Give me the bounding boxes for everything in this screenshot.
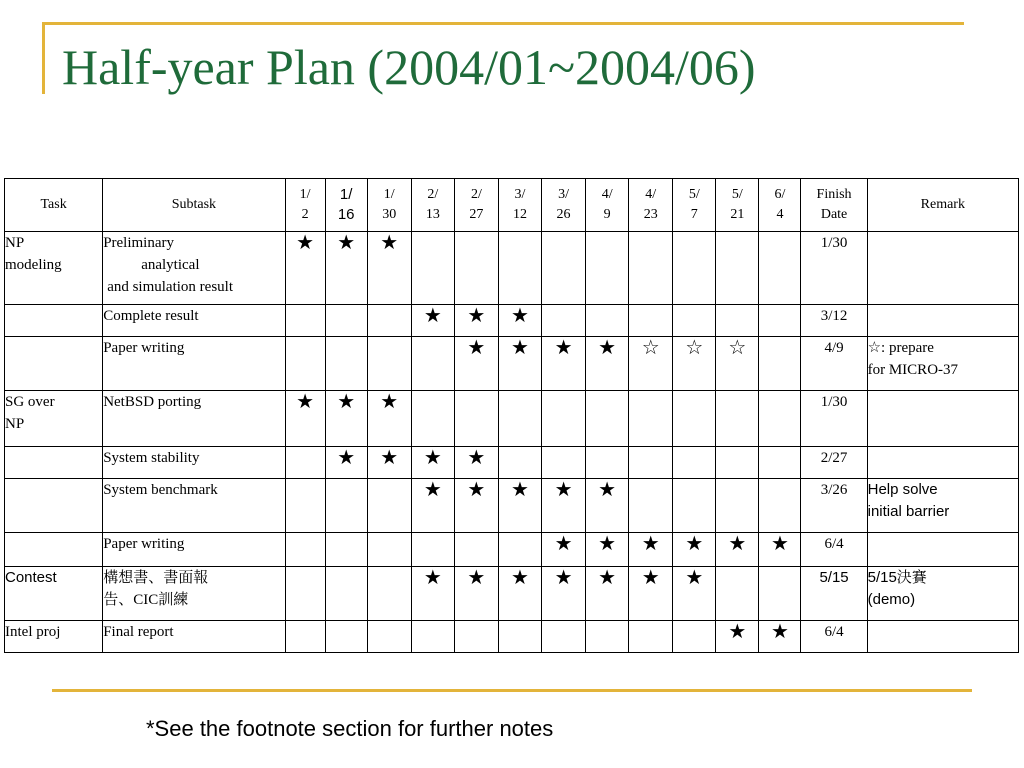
schedule-cell <box>498 447 541 479</box>
schedule-cell <box>454 232 498 305</box>
table-row <box>5 337 1019 391</box>
schedule-cell <box>542 305 586 337</box>
schedule-cell <box>629 447 673 479</box>
schedule-cell <box>629 479 673 533</box>
table-row <box>5 621 1019 653</box>
task-text: Contest <box>5 569 57 586</box>
subtask-text: Complete result <box>103 308 199 324</box>
table-row <box>5 533 1019 567</box>
filled-star-icon: ★ <box>467 447 486 469</box>
filled-star-icon: ★ <box>770 533 789 555</box>
schedule-cell <box>325 337 367 391</box>
subtask-text: Paper writing <box>103 340 185 356</box>
filled-star-icon: ★ <box>511 479 529 501</box>
schedule-cell <box>716 479 759 533</box>
filled-star-icon: ★ <box>728 533 747 555</box>
schedule-cell <box>285 567 325 621</box>
header-date: 1/ 2 <box>285 179 325 232</box>
schedule-cell <box>411 337 454 391</box>
schedule-cell <box>454 447 498 479</box>
schedule-cell <box>285 621 325 653</box>
schedule-cell <box>285 305 325 337</box>
header-subtask: Subtask <box>103 179 285 232</box>
task-text: NP <box>5 416 25 432</box>
finish-date-text: 4/9 <box>824 340 844 356</box>
schedule-cell <box>498 232 541 305</box>
task-cell <box>5 337 103 391</box>
header-finish-date: Finish Date <box>801 179 867 232</box>
filled-star-icon: ★ <box>337 232 356 254</box>
finish-date-text: 1/30 <box>820 394 848 410</box>
schedule-cell <box>759 533 801 567</box>
header-date: 2/ 13 <box>411 179 454 232</box>
table-row <box>5 305 1019 337</box>
filled-star-icon: ★ <box>598 337 617 359</box>
schedule-cell <box>586 567 629 621</box>
schedule-cell <box>673 533 716 567</box>
schedule-cell <box>285 447 325 479</box>
schedule-cell <box>498 621 541 653</box>
footnote: *See the footnote section for further notes <box>146 716 554 741</box>
header-date: 4/ 23 <box>629 179 673 232</box>
subtask-text: System stability <box>103 450 200 466</box>
finish-date-cell <box>801 391 867 447</box>
subtask-cell <box>103 621 285 653</box>
filled-star-icon: ★ <box>598 533 617 555</box>
schedule-cell <box>586 447 629 479</box>
remark-text: for MICRO-37 <box>867 362 959 378</box>
schedule-cell <box>367 567 411 621</box>
filled-star-icon: ★ <box>554 567 573 589</box>
schedule-cell <box>586 305 629 337</box>
hollow-star-icon: ☆ <box>641 337 660 359</box>
task-cell <box>5 533 103 567</box>
finish-date-cell <box>801 479 867 533</box>
schedule-cell <box>454 621 498 653</box>
subtask-cell <box>103 447 285 479</box>
schedule-cell <box>586 391 629 447</box>
schedule-cell <box>629 391 673 447</box>
schedule-cell <box>716 447 759 479</box>
finish-date-cell <box>801 232 867 305</box>
table-row <box>5 567 1019 621</box>
finish-date-cell <box>801 567 867 621</box>
header-date: 1/ 16 <box>325 179 367 232</box>
task-cell <box>5 447 103 479</box>
schedule-cell <box>759 305 801 337</box>
schedule-cell <box>325 447 367 479</box>
remark-text: (demo) <box>867 591 916 608</box>
schedule-cell <box>367 533 411 567</box>
schedule-cell <box>542 533 586 567</box>
schedule-cell <box>586 232 629 305</box>
schedule-cell <box>673 567 716 621</box>
remark-cell <box>867 337 1018 391</box>
filled-star-icon: ★ <box>554 337 573 359</box>
schedule-cell <box>673 391 716 447</box>
schedule-cell <box>673 337 716 391</box>
remark-text: initial barrier <box>867 503 950 520</box>
filled-star-icon: ★ <box>296 232 315 254</box>
subtask-text: and simulation result <box>107 279 234 295</box>
schedule-cell <box>542 567 586 621</box>
schedule-cell <box>716 337 759 391</box>
schedule-cell <box>498 337 541 391</box>
schedule-cell <box>542 232 586 305</box>
subtask-cell <box>103 533 285 567</box>
filled-star-icon: ★ <box>685 567 704 589</box>
subtask-text: NetBSD porting <box>103 394 202 410</box>
schedule-cell <box>285 337 325 391</box>
schedule-cell <box>454 533 498 567</box>
schedule-cell <box>629 305 673 337</box>
remark-cell <box>867 447 1018 479</box>
schedule-cell <box>367 391 411 447</box>
task-cell <box>5 479 103 533</box>
schedule-cell <box>285 479 325 533</box>
header-row <box>5 179 1019 232</box>
schedule-cell <box>367 232 411 305</box>
schedule-cell <box>629 337 673 391</box>
subtask-text: Final report <box>103 624 174 640</box>
top-accent-rule <box>42 22 964 25</box>
hollow-star-icon: ☆ <box>685 337 704 359</box>
task-text: modeling <box>5 257 62 273</box>
schedule-cell <box>367 479 411 533</box>
schedule-cell <box>285 391 325 447</box>
filled-star-icon: ★ <box>685 533 704 555</box>
finish-date-cell <box>801 621 867 653</box>
left-accent-rule <box>42 22 45 94</box>
remark-text: ☆: prepare <box>867 340 934 356</box>
schedule-cell <box>542 337 586 391</box>
task-cell <box>5 567 103 621</box>
filled-star-icon: ★ <box>337 447 356 469</box>
schedule-cell <box>454 567 498 621</box>
schedule-cell <box>411 621 454 653</box>
schedule-cell <box>454 337 498 391</box>
table-row <box>5 391 1019 447</box>
header-date: 3/ 12 <box>498 179 541 232</box>
finish-date-cell <box>801 533 867 567</box>
filled-star-icon: ★ <box>423 567 442 589</box>
schedule-cell <box>629 533 673 567</box>
schedule-cell <box>498 305 541 337</box>
filled-star-icon: ★ <box>467 305 486 327</box>
schedule-cell <box>542 479 586 533</box>
remark-cell <box>867 232 1018 305</box>
filled-star-icon: ★ <box>511 305 529 327</box>
schedule-cell <box>759 567 801 621</box>
schedule-cell <box>716 533 759 567</box>
schedule-cell <box>673 305 716 337</box>
header-date: 4/ 9 <box>586 179 629 232</box>
schedule-cell <box>759 479 801 533</box>
schedule-cell <box>411 533 454 567</box>
header-date: 6/ 4 <box>759 179 801 232</box>
subtask-cell <box>103 391 285 447</box>
filled-star-icon: ★ <box>467 567 486 589</box>
subtask-text: 構想書、書面報 <box>103 570 209 586</box>
schedule-cell <box>325 479 367 533</box>
schedule-cell <box>367 305 411 337</box>
schedule-cell <box>716 621 759 653</box>
filled-star-icon: ★ <box>554 479 573 501</box>
filled-star-icon: ★ <box>423 447 442 469</box>
filled-star-icon: ★ <box>598 567 617 589</box>
header-date: 5/ 21 <box>716 179 759 232</box>
filled-star-icon: ★ <box>511 337 529 359</box>
remark-cell <box>867 391 1018 447</box>
schedule-cell <box>411 391 454 447</box>
subtask-cell <box>103 567 285 621</box>
schedule-cell <box>759 232 801 305</box>
subtask-text: 告、CIC訓練 <box>103 592 189 608</box>
schedule-cell <box>367 337 411 391</box>
remark-cell <box>867 479 1018 533</box>
schedule-cell <box>285 232 325 305</box>
schedule-cell <box>498 567 541 621</box>
header-date: 3/ 26 <box>542 179 586 232</box>
schedule-cell <box>411 447 454 479</box>
filled-star-icon: ★ <box>641 533 660 555</box>
filled-star-icon: ★ <box>380 391 399 413</box>
schedule-cell <box>367 447 411 479</box>
schedule-cell <box>673 447 716 479</box>
task-text: NP <box>5 235 25 251</box>
header-date: 2/ 27 <box>454 179 498 232</box>
schedule-cell <box>673 479 716 533</box>
filled-star-icon: ★ <box>467 337 486 359</box>
schedule-cell <box>629 232 673 305</box>
finish-date-text: 6/4 <box>824 624 844 640</box>
subtask-cell <box>103 479 285 533</box>
schedule-cell <box>759 337 801 391</box>
finish-date-text: 3/12 <box>820 308 848 324</box>
schedule-cell <box>285 533 325 567</box>
schedule-cell <box>673 232 716 305</box>
table-row <box>5 447 1019 479</box>
header-remark: Remark <box>867 179 1018 232</box>
finish-date-text: 3/26 <box>820 482 848 498</box>
task-cell <box>5 621 103 653</box>
subtask-cell <box>103 337 285 391</box>
filled-star-icon: ★ <box>423 305 442 327</box>
schedule-cell <box>325 391 367 447</box>
remark-cell <box>867 533 1018 567</box>
schedule-cell <box>411 479 454 533</box>
remark-cell <box>867 621 1018 653</box>
schedule-cell <box>325 305 367 337</box>
table-row <box>5 479 1019 533</box>
schedule-cell <box>716 305 759 337</box>
schedule-cell <box>586 337 629 391</box>
remark-text: Help solve <box>867 481 938 498</box>
schedule-cell <box>716 567 759 621</box>
finish-date-text: 6/4 <box>824 536 844 552</box>
schedule-cell <box>498 533 541 567</box>
filled-star-icon: ★ <box>598 479 617 501</box>
schedule-cell <box>586 479 629 533</box>
subtask-text: Paper writing <box>103 536 185 552</box>
filled-star-icon: ★ <box>380 232 399 254</box>
schedule-cell <box>411 305 454 337</box>
filled-star-icon: ★ <box>554 533 573 555</box>
remark-cell <box>867 305 1018 337</box>
schedule-cell <box>325 621 367 653</box>
remark-text: 5/15決賽 <box>867 569 927 586</box>
slide-title: Half-year Plan (2004/01~2004/06) <box>62 39 756 95</box>
schedule-cell <box>411 232 454 305</box>
subtask-cell <box>103 232 285 305</box>
schedule-cell <box>629 567 673 621</box>
finish-date-cell <box>801 305 867 337</box>
schedule-cell <box>325 232 367 305</box>
subtask-text: Preliminary <box>103 235 175 251</box>
finish-date-text: 5/15 <box>819 569 849 586</box>
schedule-cell <box>629 621 673 653</box>
schedule-cell <box>411 567 454 621</box>
filled-star-icon: ★ <box>467 479 486 501</box>
finish-date-cell <box>801 447 867 479</box>
remark-cell <box>867 567 1018 621</box>
filled-star-icon: ★ <box>337 391 356 413</box>
filled-star-icon: ★ <box>423 479 442 501</box>
schedule-cell <box>759 621 801 653</box>
schedule-cell <box>716 391 759 447</box>
schedule-cell <box>759 391 801 447</box>
schedule-cell <box>367 621 411 653</box>
finish-date-text: 1/30 <box>820 235 848 251</box>
task-cell <box>5 232 103 305</box>
filled-star-icon: ★ <box>770 621 789 643</box>
finish-date-text: 2/27 <box>820 450 848 466</box>
filled-star-icon: ★ <box>380 447 399 469</box>
task-text: SG over <box>5 394 55 410</box>
finish-date-cell <box>801 337 867 391</box>
subtask-text: System benchmark <box>103 482 218 498</box>
schedule-cell <box>454 305 498 337</box>
schedule-cell <box>454 479 498 533</box>
schedule-cell <box>498 479 541 533</box>
schedule-cell <box>759 447 801 479</box>
header-date: 5/ 7 <box>673 179 716 232</box>
schedule-cell <box>325 533 367 567</box>
schedule-cell <box>325 567 367 621</box>
filled-star-icon: ★ <box>728 621 747 643</box>
hollow-star-icon: ☆ <box>728 337 747 359</box>
filled-star-icon: ★ <box>296 391 315 413</box>
task-text: Intel proj <box>5 624 61 640</box>
schedule-cell <box>542 447 586 479</box>
schedule-cell <box>542 391 586 447</box>
filled-star-icon: ★ <box>641 567 660 589</box>
schedule-cell <box>586 621 629 653</box>
schedule-cell <box>586 533 629 567</box>
task-cell <box>5 305 103 337</box>
task-cell <box>5 391 103 447</box>
plan-table <box>4 178 1019 653</box>
bottom-accent-rule <box>52 689 972 692</box>
filled-star-icon: ★ <box>511 567 529 589</box>
header-task: Task <box>5 179 103 232</box>
schedule-cell <box>716 232 759 305</box>
subtask-text: analytical <box>141 257 200 273</box>
schedule-cell <box>454 391 498 447</box>
table-row <box>5 232 1019 305</box>
schedule-cell <box>542 621 586 653</box>
schedule-cell <box>673 621 716 653</box>
schedule-cell <box>498 391 541 447</box>
header-date: 1/ 30 <box>367 179 411 232</box>
subtask-cell <box>103 305 285 337</box>
